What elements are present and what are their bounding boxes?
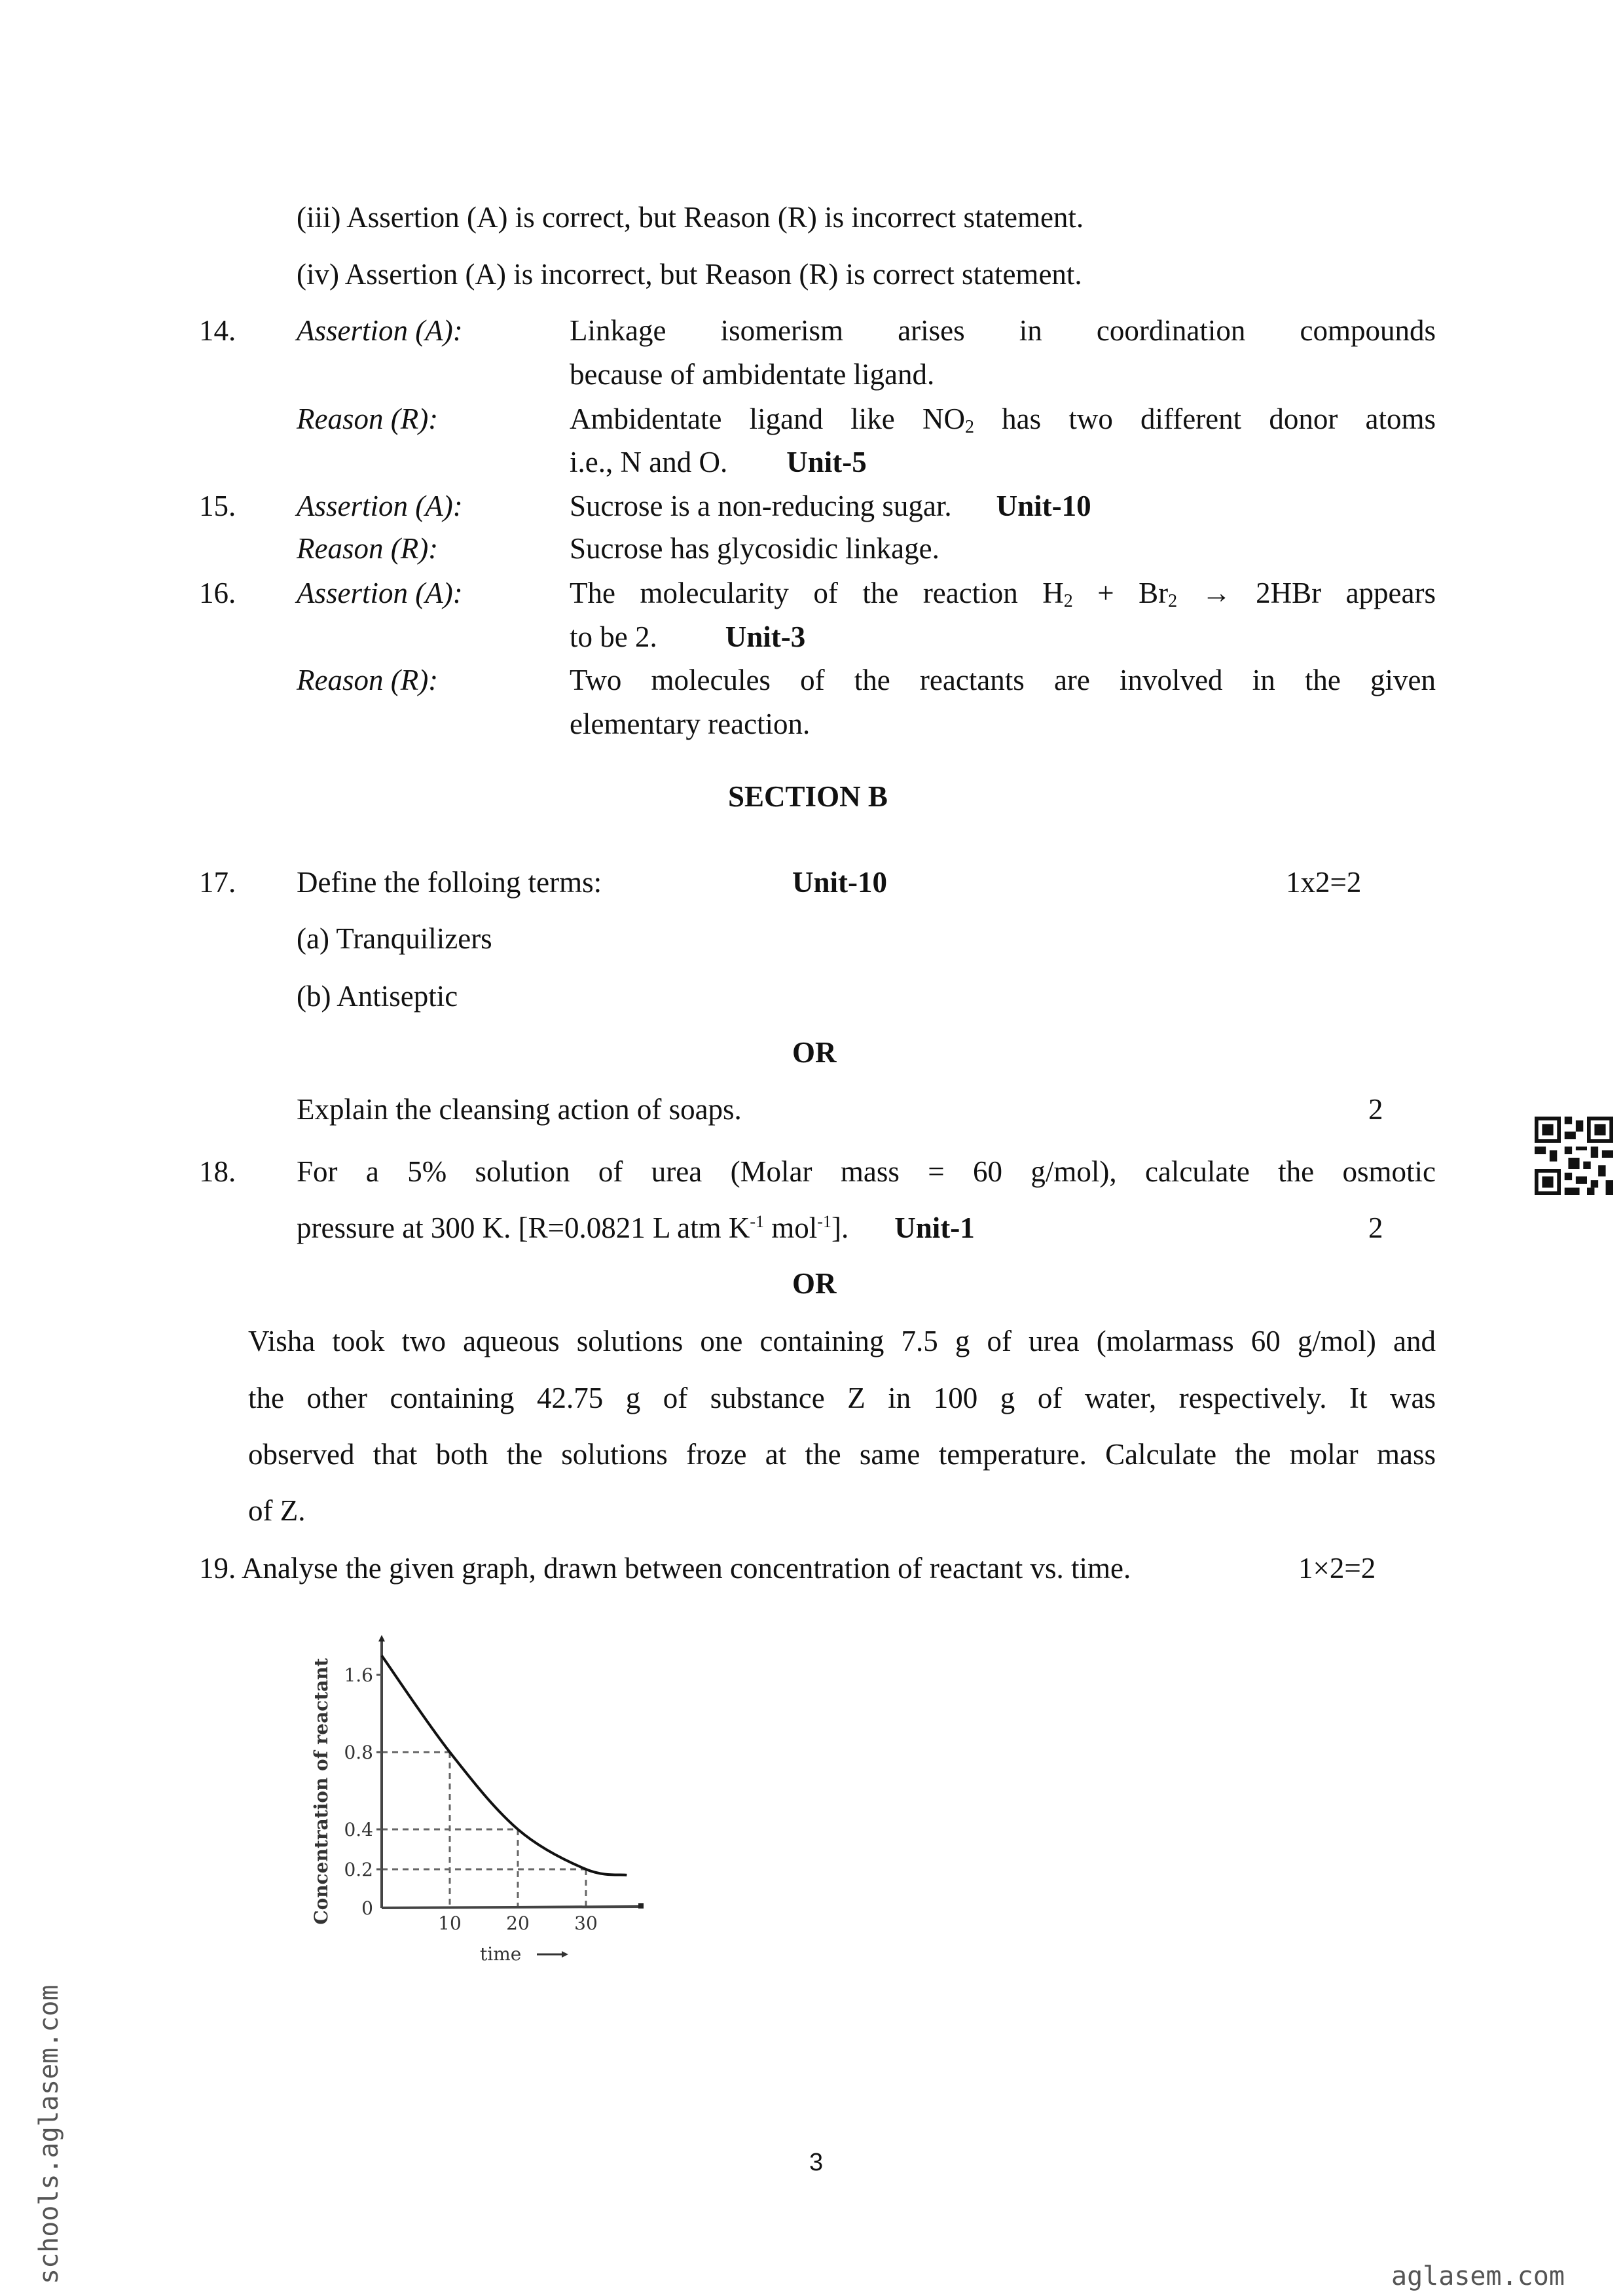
q17-or: OR (792, 1036, 837, 1069)
q14-number: 14. (199, 314, 236, 347)
q18-alt-line1: Visha took two aqueous solutions one containing 7.5 g of urea (molarmass 60 g/mol) and (248, 1325, 1436, 1357)
q16-reason-label: Reason (R): (297, 664, 439, 696)
q17-option-b: (b) Antiseptic (297, 980, 458, 1013)
q14-reason-label: Reason (R): (297, 403, 439, 435)
q14-assertion-line1: Linkage isomerism arises in coordination compounds (570, 314, 1436, 347)
q14-assertion-line2: because of ambidentate ligand. (570, 358, 935, 391)
q18-or: OR (792, 1267, 837, 1300)
page-number: 3 (809, 2149, 824, 2176)
x-tick-label: 10 (438, 1912, 462, 1934)
q14-unit: Unit-5 (786, 446, 867, 478)
y-axis-label: Concentration of reactant (310, 1658, 332, 1925)
y-tick-label: 1.6 (344, 1664, 373, 1686)
q18-alt-line3: observed that both the solutions froze at the same temperature. Calculate the molar mass (248, 1438, 1436, 1471)
q19-marks: 1×2=2 (1298, 1552, 1376, 1585)
watermark-bottom-right: aglasem.com (1391, 2261, 1565, 2291)
x-axis-label: time (480, 1943, 522, 1965)
q18-number: 18. (199, 1155, 236, 1188)
q15-reason-label: Reason (R): (297, 532, 439, 565)
q15-assertion: Sucrose is a non-reducing sugar. Unit-10 (570, 490, 1091, 522)
q18-alt-line4: of Z. (248, 1494, 306, 1527)
section-b-heading: SECTION B (728, 780, 888, 813)
q16-reason-line2: elementary reaction. (570, 708, 811, 740)
q15-unit: Unit-10 (996, 490, 1091, 522)
q16-number: 16. (199, 577, 236, 609)
option-iii: (iii) Assertion (A) is correct, but Reason (R) is incorrect statement. (297, 201, 1084, 234)
y-tick-label: 0.4 (344, 1819, 373, 1840)
q19-text: 19. Analyse the given graph, drawn between concentration of reactant vs. time. (199, 1552, 1131, 1585)
q16-assertion-line1: The molecularity of the reaction $H_2 + Br_2 \to 2HBr$ appears (570, 577, 1436, 611)
time-arrowhead-icon (562, 1951, 568, 1958)
q18-unit: Unit-1 (894, 1211, 975, 1244)
q17-marks: 1x2=2 (1286, 866, 1362, 899)
q17-number: 17. (199, 866, 236, 899)
q16-reason-line1: Two molecules of the reactants are involved in the given (570, 664, 1436, 696)
q16-assertion-line2: to be 2. Unit-3 (570, 620, 806, 653)
q17-alt-marks: 2 (1368, 1093, 1383, 1126)
q18-alt-line2: the other containing 42.75 g of substance Z in 100 g of water, respectively. It was (248, 1382, 1436, 1414)
y-tick-label: 0.2 (344, 1859, 373, 1880)
y-tick-label: 0 (361, 1897, 373, 1919)
q18-line2: pressure at 300 K. [R=0.0821 L atm $K^{-1}$ mol$^{-1}$]. Unit-1 (297, 1211, 975, 1244)
q14-assertion-label: Assertion (A): (297, 314, 463, 347)
option-iv: (iv) Assertion (A) is incorrect, but Reason (R) is correct statement. (297, 258, 1082, 291)
watermark-left: schools.aglasem.com (34, 1984, 64, 2284)
y-tick-label: 0.8 (344, 1742, 373, 1763)
q18-line1: For a 5% solution of urea (Molar mass = 60 g/mol), calculate the osmotic (297, 1155, 1436, 1188)
q15-assertion-label: Assertion (A): (297, 490, 463, 522)
concentration-curve (382, 1656, 627, 1875)
q18-marks: 2 (1368, 1211, 1383, 1244)
q17-option-a: (a) Tranquilizers (297, 922, 492, 955)
x-tick-label: 20 (506, 1912, 530, 1934)
q17-alternative: Explain the cleansing action of soaps. (297, 1093, 742, 1126)
y-axis-arrow-icon (378, 1635, 385, 1641)
q16-unit: Unit-3 (725, 620, 806, 653)
q14-reason-line1: Ambidentate ligand like $NO_2$ has two different donor atoms (570, 403, 1436, 437)
q16-assertion-label: Assertion (A): (297, 577, 463, 609)
q17-text: Define the folloing terms: (297, 866, 602, 899)
q15-reason: Sucrose has glycosidic linkage. (570, 532, 939, 565)
q17-unit: Unit-10 (792, 866, 887, 899)
x-axis (382, 1907, 638, 1908)
q14-reason-line2: i.e., N and O. Unit-5 (570, 446, 867, 478)
x-tick-label: 30 (574, 1912, 598, 1934)
q15-number: 15. (199, 490, 236, 522)
x-axis-arrow-icon (638, 1903, 644, 1909)
